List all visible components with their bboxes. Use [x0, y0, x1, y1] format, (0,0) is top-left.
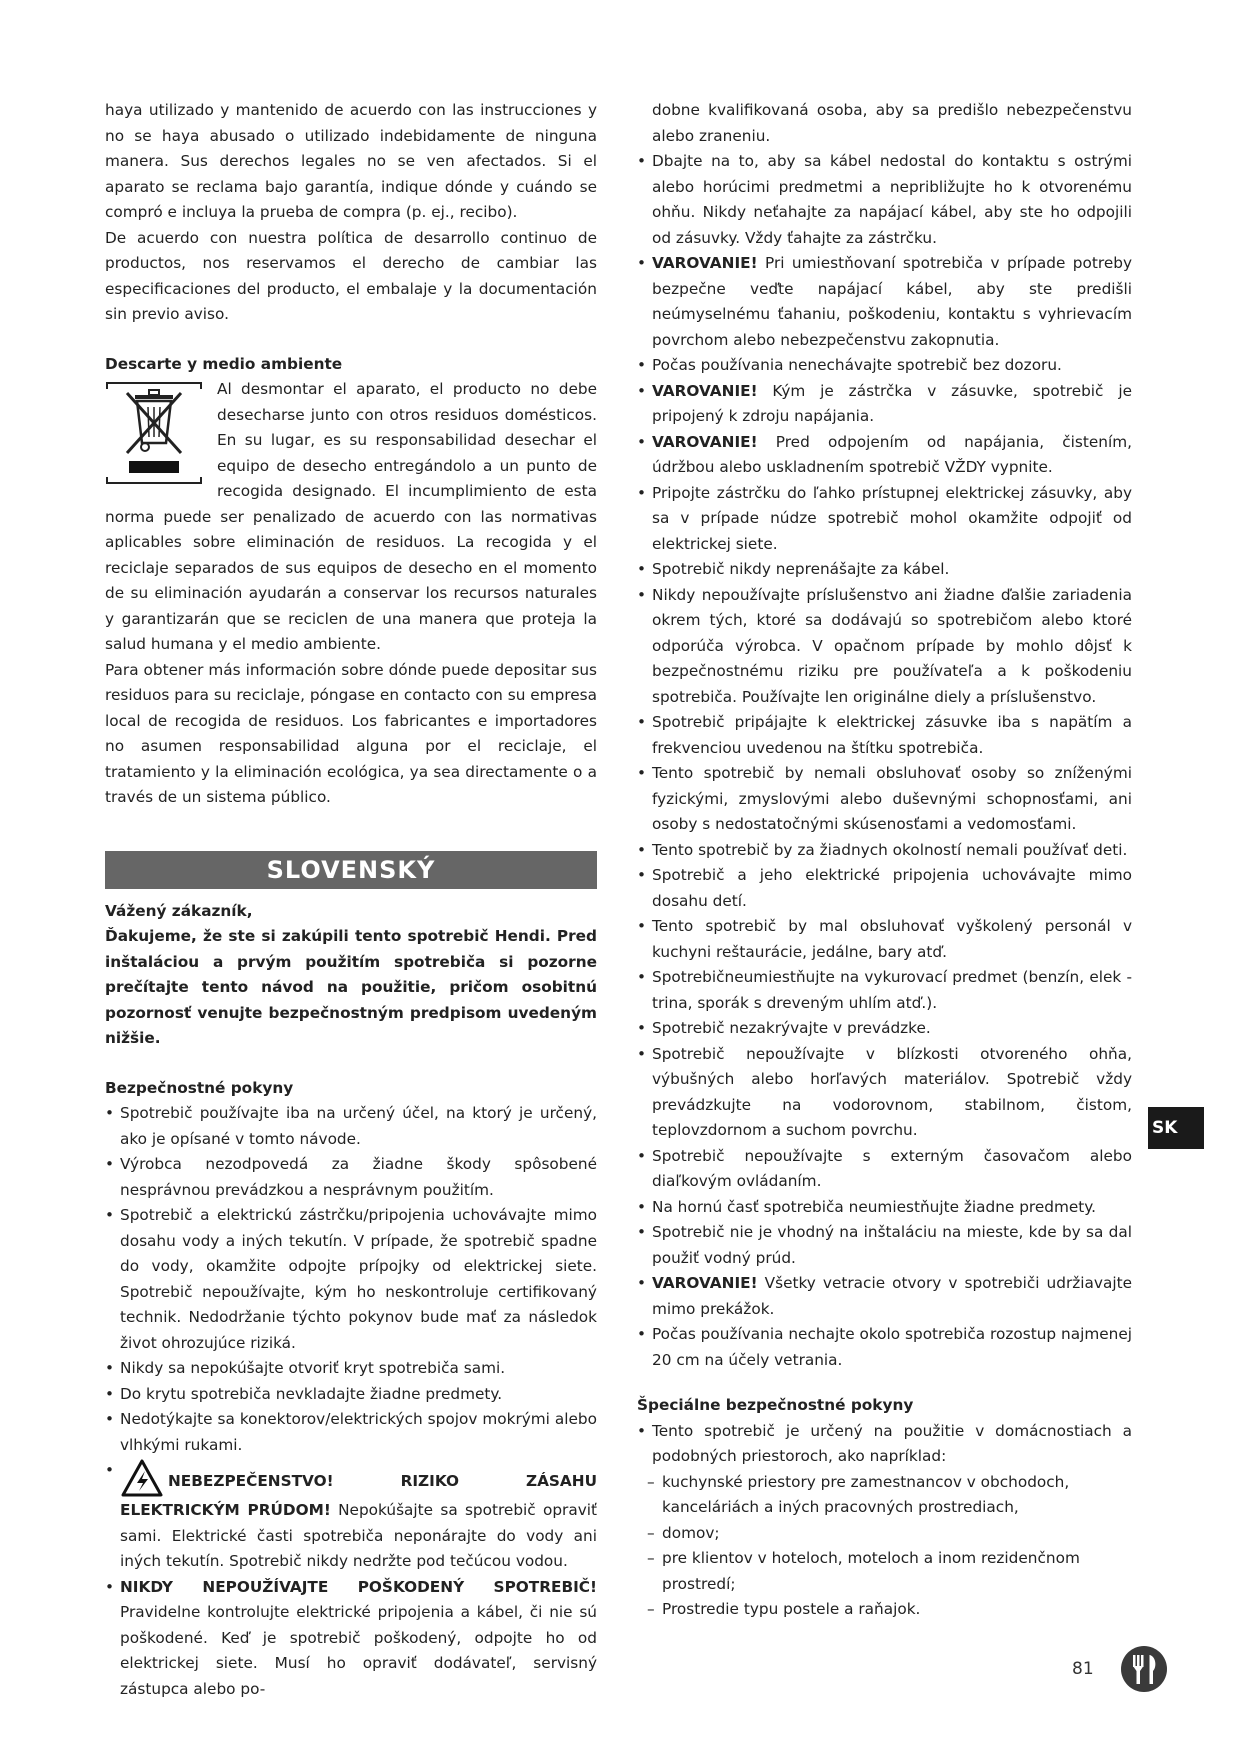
bullet-text: Dbajte na to, aby sa kábel nedostal do kontaktu s ostrými alebo horúcimi predmetmi a nepribližujte ho k otvorenému ohňu. Nikdy neťahajte za napájací kábel, aby ste ho odpojili od zásuvky. Vždy ťahajte za zástrčku.: [652, 152, 1132, 247]
intro-paragraph: Ďakujeme, že ste si zakúpili tento spotrebič Hendi. Pred inštaláciou a prvým použitím spotrebiča si pozorne prečítajte tento návod na použitie, pričom osobitnú pozornosť venujte bezpečnostným predpisom uvedeným nižšie.: [105, 927, 597, 1047]
warning-label: VAROVANIE!: [652, 1274, 758, 1292]
warning-label: VAROVANIE!: [652, 254, 758, 272]
list-item: [637, 1220, 1132, 1271]
bullet-text: Všetky vetracie otvory v spotrebiči udržiavajte mimo prekážok.: [652, 1274, 1132, 1318]
right-safety-list: [637, 149, 1132, 1373]
bullet-text: Spotrebič a jeho elektrické pripojenia uchovávajte mimo dosahu detí.: [652, 866, 1132, 910]
safety-heading: Bezpečnostné pokyny: [105, 1078, 294, 1097]
list-item: [637, 1322, 1132, 1373]
list-item: [637, 1144, 1132, 1195]
electric-shock-warning-icon: [120, 1458, 164, 1498]
bullet-text: Spotrebič nikdy neprenášajte za kábel.: [652, 560, 950, 578]
list-item: – domov;: [647, 1521, 1132, 1547]
bullet-text: Spotrebič nezakrývajte v prevádzke.: [652, 1019, 931, 1037]
list-item: [637, 379, 1132, 430]
bullet-text: Tento spotrebič by mal obsluhovať vyškolený personál v kuchyni reštaurácie, jedálne, bary atď.: [652, 917, 1132, 961]
bullet-text: Počas používania nenechávajte spotrebič bez dozoru.: [652, 356, 1062, 374]
list-item: • Nikdy sa nepokúšajte otvoriť kryt spotrebiča sami.: [105, 1356, 597, 1382]
recycling-info-paragraph: Para obtener más información sobre dónde puede depositar sus residuos para su reciclaje, póngase en contacto con su empresa local de recogida de residuos. Los fabricantes e importadores no asumen responsabilidad alguna por el reciclaje, el tratamiento y la eliminación ecológica, ya sea directamente o a través de un sistema público.: [105, 660, 597, 806]
list-item: • Výrobca nezodpovedá za žiadne škody spôsobené nesprávnou prevádzkou a nesprávnym použitím.: [105, 1152, 597, 1203]
bullet-text: Počas používania nechajte okolo spotrebiča rozostup najmenej 20 cm na účely vetrania.: [652, 1325, 1132, 1369]
bullet-text: Spotrebič nepoužívajte v blízkosti otvoreného ohňa, výbušných alebo horľavých materiálov. Spotrebič vždy prevádzkujte na vodorovnom, stabilnom, čistom, teplovzdornom a suchom povrchu.: [652, 1044, 1132, 1139]
list-item: [637, 1042, 1132, 1144]
list-item: [637, 557, 1132, 583]
list-item: [637, 149, 1132, 251]
bullet-text: Spotrebič nie je vhodný na inštaláciu na mieste, kde by sa dal použiť vodný prúd.: [652, 1223, 1132, 1267]
special-safety-list: [637, 1419, 1132, 1470]
bullet-text: Pri umiestňovaní spotrebiča v prípade potreby bezpečne veďte napájací kábel, aby ste predišli neúmyselnému ťahaniu, poškodeniu, kontaktu s vyhrievacím povrchom alebo nebezpečenstvu zakopnutia.: [652, 254, 1132, 349]
list-item: [637, 1271, 1132, 1322]
disposal-heading: Descarte y medio ambiente: [105, 354, 343, 373]
list-item-damaged: [105, 1575, 597, 1703]
list-item: • Nedotýkajte sa konektorov/elektrických spojov mokrými alebo vlhkými rukami.: [105, 1407, 597, 1458]
special-safety-heading: Špeciálne bezpečnostné pokyny: [637, 1396, 914, 1414]
bullet-text: Spotrebič nepoužívajte s externým časovačom alebo diaľkovým ovládaním.: [652, 1146, 1132, 1190]
list-item: • Spotrebič používajte iba na určený účel, na ktorý je určený, ako je opísané v tomto návode.: [105, 1101, 597, 1152]
safety-list: [105, 1101, 597, 1702]
list-item: [637, 863, 1132, 914]
damaged-warning-bold: NIKDY NEPOUŽÍVAJTE POŠKODENÝ SPOTREBIČ!: [120, 1577, 597, 1596]
list-item: [637, 430, 1132, 481]
section-title-bar: SLOVENSKÝ: [105, 851, 597, 889]
list-item: • Tento spotrebič je určený na použitie v domácnostiach a podobných priestoroch, ako napríklad:: [637, 1419, 1132, 1470]
list-item: – pre klientov v hoteloch, moteloch a inom rezidenčnom prostredí;: [647, 1546, 1132, 1597]
right-column: [637, 98, 1132, 1623]
bullet-text: Spotrebičneumiestňujte na vykurovací predmet (benzín, elek - trina, sporák s dreveným uhlím atď.).: [652, 968, 1132, 1012]
page-number: 81: [1072, 1659, 1094, 1679]
bullet-text: Na hornú časť spotrebiča neumiestňujte žiadne predmety.: [652, 1197, 1097, 1216]
list-item-shock-warning: [105, 1458, 597, 1575]
list-item: [637, 710, 1132, 761]
bullet-text: Nikdy nepoužívajte príslušenstvo ani žiadne ďalšie zariadenia okrem tých, ktoré sa dodávajú so spotrebičom alebo ktoré odporúča výrobca. V opačnom prípade by mohlo dôjsť k bezpečnostnému riziku pre používateľa a k poškodeniu spotrebiča. Používajte len originálne diely a príslušenstvo.: [652, 585, 1132, 706]
continuation-text: dobne kvalifikovaná osoba, aby sa predišlo nebezpečenstvu alebo zraneniu.: [652, 101, 1132, 145]
disposal-block: [105, 377, 597, 658]
list-item: [637, 251, 1132, 353]
list-item: [637, 1195, 1132, 1221]
list-item: [637, 353, 1132, 379]
policy-paragraph: De acuerdo con nuestra política de desarrollo continuo de productos, nos reservamos el derecho de cambiar las especificaciones del producto, el embalaje y la documentación sin previo aviso.: [105, 228, 597, 323]
shock-warning-bold: NEBEZPEČENSTVO! RIZIKO ZÁSAHU ELEKTRICKÝM PRÚDOM!: [120, 1472, 597, 1519]
bullet-text: Pripojte zástrčku do ľahko prístupnej elektrickej zásuvky, aby sa v prípade núdze spotrebič mohol okamžite odpojiť od elektrickej siete.: [652, 483, 1132, 553]
list-item: [637, 965, 1132, 1016]
bullet-text: Kým je zástrčka v zásuvke, spotrebič je pripojený k zdroju napájania.: [652, 381, 1132, 425]
bullet-text: Spotrebič pripájajte k elektrickej zásuvke iba s napätím a frekvenciou uvedenou na štítku spotrebiča.: [652, 713, 1132, 757]
list-item: [637, 838, 1132, 864]
bullet-text: Tento spotrebič by nemali obsluhovať osoby so zníženými fyzickými, zmyslovými alebo duševnými schopnosťami, ani osoby s nedostatočnými skúsenosťami a vedomosťami.: [652, 764, 1132, 833]
weee-bin-icon: [105, 381, 203, 485]
list-item: • Do krytu spotrebiča nevkladajte žiadne predmety.: [105, 1382, 597, 1408]
list-item: [637, 583, 1132, 711]
warranty-continuation: haya utilizado y mantenido de acuerdo con las instrucciones y no se haya abusado o utilizado indebidamente de ninguna manera. Sus derechos legales no se ven afectados. Si el aparato se reclama bajo garantía, indique dónde y cuándo se compró e incluya la prueba de compra (p. ej., recibo).: [105, 101, 597, 221]
language-tab-sk: SK: [1148, 1107, 1204, 1149]
special-dash-list: [637, 1470, 1132, 1623]
warning-label: VAROVANIE!: [652, 432, 758, 451]
list-item: • Spotrebič a elektrickú zástrčku/pripojenia uchovávajte mimo dosahu vody a iných tekutín. V prípade, že spotrebič spadne do vody, okamžite odpojte prípojky od elektrickej siete. Spotrebič nepoužívajte, kým ho neskontroluje certifikovaný technik. Nedodržanie týchto pokynov bude mať za následok život ohrozujúce riziká.: [105, 1203, 597, 1356]
damaged-warning-text: Pravidelne kontrolujte elektrické pripojenia a kábel, či nie sú poškodené. Keď je spotrebič poškodený, odpojte ho od elektrickej siete. Musí ho opraviť dodávateľ, servisný zástupca alebo po-: [120, 1603, 597, 1698]
list-item: [637, 481, 1132, 558]
fork-knife-logo-icon: [1120, 1645, 1168, 1693]
bullet-text: Tento spotrebič by za žiadnych okolností nemali používať deti.: [652, 840, 1128, 859]
list-item: [637, 761, 1132, 838]
shock-warning-text: Nepokúšajte sa spotrebič opraviť sami. Elektrické časti spotrebiča neponárajte do vody ani iných tekutín. Spotrebič nikdy nedržte pod tečúcou vodou.: [120, 1501, 598, 1570]
warning-label: VAROVANIE!: [652, 381, 758, 400]
list-item: – Prostredie typu postele a raňajok.: [647, 1597, 1132, 1623]
left-column: [105, 98, 597, 1702]
list-item: – kuchynské priestory pre zamestnancov v obchodoch, kanceláriách a iných pracovných prostrediach,: [647, 1470, 1132, 1521]
list-item: [637, 1016, 1132, 1042]
greeting: Vážený zákazník,: [105, 901, 253, 920]
disposal-paragraph: Al desmontar el aparato, el producto no debe desecharse junto con otros residuos domésticos. En su lugar, es su responsabilidad desechar el equipo de desecho entregándolo a un punto de recogida designado. El incumplimiento de esta norma puede ser penalizado de acuerdo con las normativas aplicables sobre eliminación de residuos. La recogida y el reciclaje separados de sus equipos de desecho en el momento de su eliminación ayudarán a conservar los recursos naturales y garantizarán que se reciclen de una manera que proteja la salud humana y el medio ambiente.: [105, 380, 597, 653]
list-item: [637, 914, 1132, 965]
bullet-text: Pred odpojením od napájania, čistením, údržbou alebo uskladnením spotrebič VŽDY vypnite.: [652, 432, 1132, 476]
